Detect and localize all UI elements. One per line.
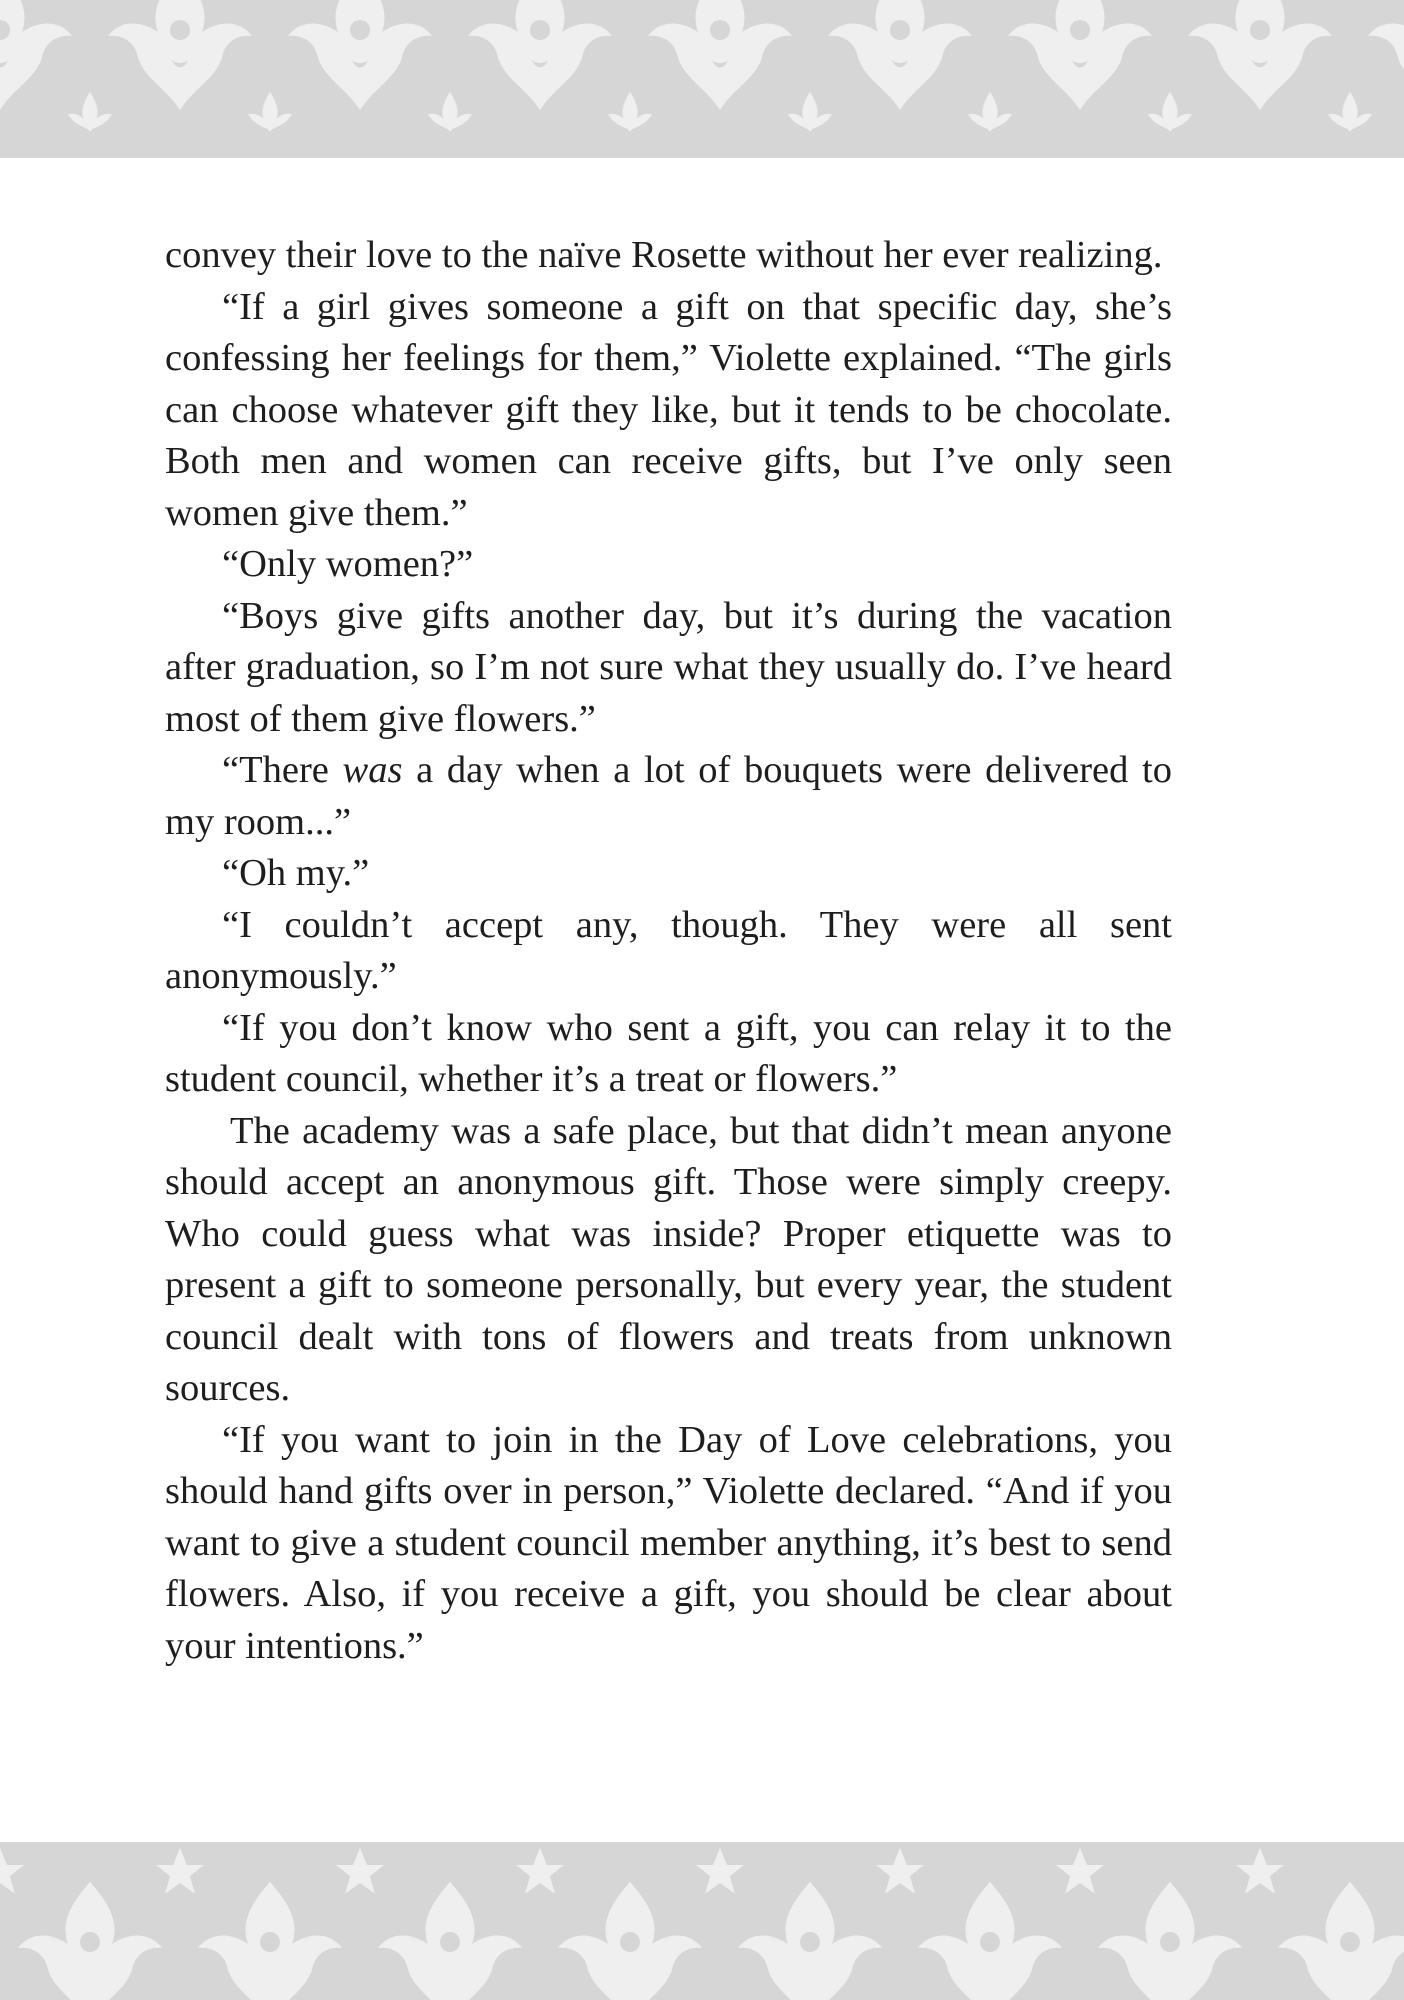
paragraph-5-before: “There (222, 749, 343, 791)
body-text (165, 230, 1172, 1672)
damask-pattern-top (0, 0, 1404, 158)
paragraph-5-after: a day when a lot of bouquets were delivered to my room...” (165, 749, 1172, 843)
paragraph-8: “If you don’t know who sent a gift, you can relay it to the student council, whether it’s a treat or flowers.” (165, 1006, 1172, 1100)
paragraph-7: “I couldn’t accept any, though. They were all sent anonymously.” (165, 903, 1172, 997)
bottom-damask-border (0, 1842, 1404, 2000)
paragraph-6: “Oh my.” (222, 852, 370, 894)
paragraph-5 (165, 745, 1172, 848)
paragraph-1: convey their love to the naïve Rosette without her ever realizing. (165, 234, 1163, 276)
paragraph-2: “If a girl gives someone a gift on that specific day, she’s confessing her feelings for them,” Violette explained. “The girls can choose whatever gift they like, but it tends to be chocolate. Both men and women can receive gifts, but I’ve only seen women give them.” (165, 285, 1172, 534)
emphasized-word: was (342, 749, 403, 791)
paragraph-9: The academy was a safe place, but that didn’t mean anyone should accept an anonymous gift. Those were simply creepy. Who could guess what was inside? Proper etiquette was to present a gift to someone personally, but every year, the student council dealt with tons of flowers and treats from unknown sources. (165, 1109, 1172, 1409)
top-damask-border (0, 0, 1404, 158)
paragraph-3: “Only women?” (222, 543, 474, 585)
paragraph-10: “If you want to join in the Day of Love celebrations, you should hand gifts over in person,” Violette declared. “And if you want to give a student council member anything, it’s best to send flowers. Also, if you receive a gift, you should be clear about your intentions.” (165, 1418, 1172, 1667)
damask-pattern-bottom (0, 1842, 1404, 2000)
paragraph-4: “Boys give gifts another day, but it’s during the vacation after graduation, so I’m not sure what they usually do. I’ve heard most of them give flowers.” (165, 594, 1172, 740)
